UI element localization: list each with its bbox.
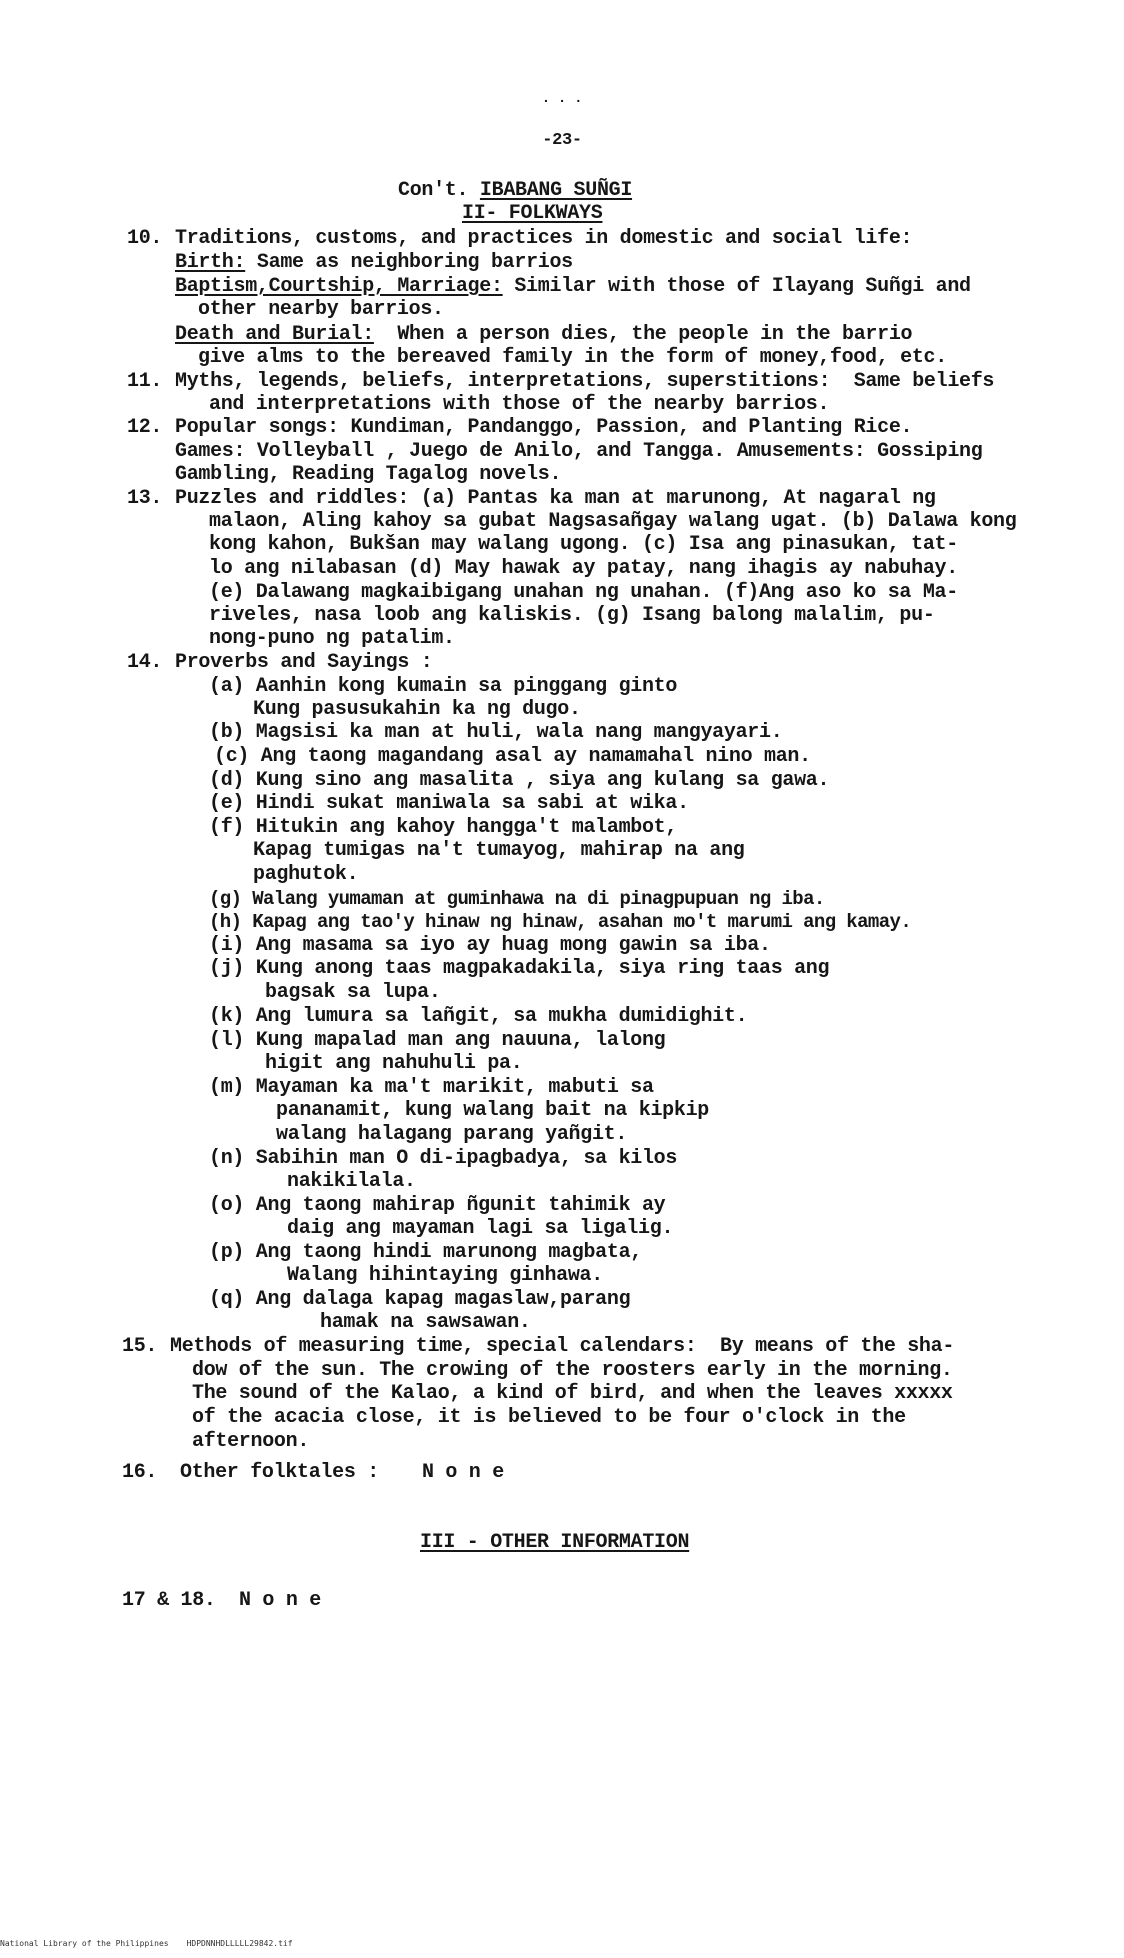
item-12-number: 12. (127, 416, 163, 439)
death-label: Death and Burial: (175, 323, 374, 346)
item-12-line: Gambling, Reading Tagalog novels. (175, 463, 562, 486)
proverb-line: (h) Kapag ang tao'y hinaw ng hinaw, asahan mo't marumi ang kamay. (209, 911, 912, 933)
item-12-line: Games: Volleyball , Juego de Anilo, and Tangga. Amusements: Gossiping (175, 440, 983, 463)
proverb-line: (a) Aanhin kong kumain sa pinggang ginto (209, 675, 678, 698)
item-13-line: Puzzles and riddles: (a) Pantas ka man at marunong, At nagaral ng (175, 487, 936, 510)
item-10-title: Traditions, customs, and practices in domestic and social life: (175, 227, 913, 250)
proverb-line: (i) Ang masama sa iyo ay huag mong gawin sa iba. (209, 934, 771, 957)
item-13-line: nong-puno ng patalim. (209, 627, 455, 650)
proverb-line: paghutok. (253, 863, 359, 886)
proverb-line: nakikilala. (287, 1170, 416, 1193)
proverb-line: (g) Walang yumaman at guminhawa na di pinagpupuan ng iba. (209, 888, 825, 910)
proverb-line: higit ang nahuhuli pa. (265, 1052, 523, 1075)
item-15-line: of the acacia close, it is believed to be four o'clock in the (192, 1406, 906, 1429)
item-14-number: 14. (127, 651, 163, 674)
item-13-line: malaon, Aling kahoy sa gubat Nagsasañgay walang ugat. (b) Dalawa kong (209, 510, 1017, 533)
proverb-line: pananamit, kung walang bait na kipkip (276, 1099, 709, 1122)
item-10-birth (175, 252, 573, 274)
proverb-line: (q) Ang dalaga kapag magaslaw,parang (209, 1288, 631, 1311)
item-16-label: Other folktales : (180, 1461, 379, 1484)
baptism-label: Baptism,Courtship, Marriage: (175, 275, 503, 298)
proverb-line: (o) Ang taong mahirap ñgunit tahimik ay (209, 1194, 666, 1217)
item-17-18-number: 17 & 18. (122, 1589, 216, 1612)
item-11-number: 11. (127, 370, 163, 393)
proverb-line: (j) Kung anong taas magpakadakila, siya ring taas ang (209, 957, 830, 980)
continued-title (398, 180, 632, 202)
item-15-number: 15. (122, 1335, 158, 1358)
item-15-line: The sound of the Kalao, a kind of bird, and when the leaves xxxxx (192, 1382, 953, 1405)
item-17-18 (122, 1590, 321, 1612)
proverb-line: (c) Ang taong magandang asal ay namamahal nino man. (214, 745, 811, 768)
header-dots: . . . (541, 91, 583, 107)
item-13-line: lo ang nilabasan (d) May hawak ay patay, nang ihagis ay nabuhay. (209, 557, 958, 580)
proverb-line: (n) Sabihin man O di-ipagbadya, sa kilos (209, 1147, 678, 1170)
death-text: When a person dies, the people in the barrio (373, 323, 913, 346)
proverb-line: (m) Mayaman ka ma't marikit, mabuti sa (209, 1076, 654, 1099)
scan-footer (0, 1939, 311, 1949)
baptism-text: Similar with those of Ilayang Suñgi and (502, 275, 971, 298)
proverb-line: Kung pasusukahin ka ng dugo. (253, 698, 581, 721)
proverb-line: (p) Ang taong hindi marunong magbata, (209, 1241, 642, 1264)
item-15-line: Methods of measuring time, special calendars: By means of the sha- (170, 1335, 955, 1358)
birth-label: Birth: (175, 251, 246, 274)
file-name: HDPDNNHDLLLLL29842.tif (186, 1939, 293, 1948)
item-10-number: 10. (127, 227, 163, 250)
proverb-line: (d) Kung sino ang masalita , siya ang kulang sa gawa. (209, 769, 830, 792)
item-11-line: Myths, legends, beliefs, interpretations, superstitions: Same beliefs (175, 370, 995, 393)
proverb-line: (b) Magsisi ka man at huli, wala nang mangyayari. (209, 721, 783, 744)
birth-text: Same as neighboring barrios (245, 251, 573, 274)
item-11-line: and interpretations with those of the nearby barrios. (209, 393, 830, 416)
item-13-number: 13. (127, 487, 163, 510)
section-title: II- FOLKWAYS (462, 202, 603, 225)
item-13-line: kong kahon, Bukšan may walang ugong. (c) Isa ang pinasukan, tat- (209, 533, 958, 556)
barrio-name: IBABANG SUÑGI (479, 179, 633, 202)
section-3-title: III - OTHER INFORMATION (420, 1531, 690, 1554)
item-14-title: Proverbs and Sayings : (175, 651, 433, 674)
item-13-line: riveles, nasa loob ang kaliskis. (g) Isang balong malalim, pu- (209, 604, 935, 627)
item-12-line: Popular songs: Kundiman, Pandanggo, Passion, and Planting Rice. (175, 416, 913, 439)
page-number: -23- (542, 131, 582, 150)
item-10-baptism-cont: other nearby barrios. (198, 298, 444, 321)
cont-label: Con't. (398, 179, 469, 202)
proverb-line: Walang hihintaying ginhawa. (287, 1264, 603, 1287)
proverb-line: (e) Hindi sukat maniwala sa sabi at wika. (209, 792, 689, 815)
proverb-line: hamak na sawsawan. (320, 1311, 531, 1334)
proverb-line: daig ang mayaman lagi sa ligalig. (287, 1217, 674, 1240)
item-10-death (175, 324, 912, 346)
proverb-line: (k) Ang lumura sa lañgit, sa mukha dumidighit. (209, 1005, 748, 1028)
proverb-line: (f) Hitukin ang kahoy hangga't malambot, (209, 816, 678, 839)
item-10-baptism (175, 276, 971, 298)
item-10-death-cont: give alms to the bereaved family in the form of money,food, etc. (198, 346, 947, 369)
proverb-line: (l) Kung mapalad man ang nauuna, lalong (209, 1029, 666, 1052)
library-credit: National Library of the Philippines (0, 1939, 169, 1948)
item-15-line: afternoon. (192, 1430, 310, 1453)
proverb-line: walang halagang parang yañgit. (276, 1123, 628, 1146)
item-16-value: N o n e (422, 1461, 504, 1484)
item-16-number: 16. (122, 1461, 158, 1484)
proverb-line: bagsak sa lupa. (265, 981, 441, 1004)
item-13-line: (e) Dalawang magkaibigang unahan ng unahan. (f)Ang aso ko sa Ma- (209, 581, 958, 604)
item-17-18-value: N o n e (239, 1589, 321, 1612)
proverb-line: Kapag tumigas na't tumayog, mahirap na ang (253, 839, 745, 862)
item-15-line: dow of the sun. The crowing of the roosters early in the morning. (192, 1359, 953, 1382)
